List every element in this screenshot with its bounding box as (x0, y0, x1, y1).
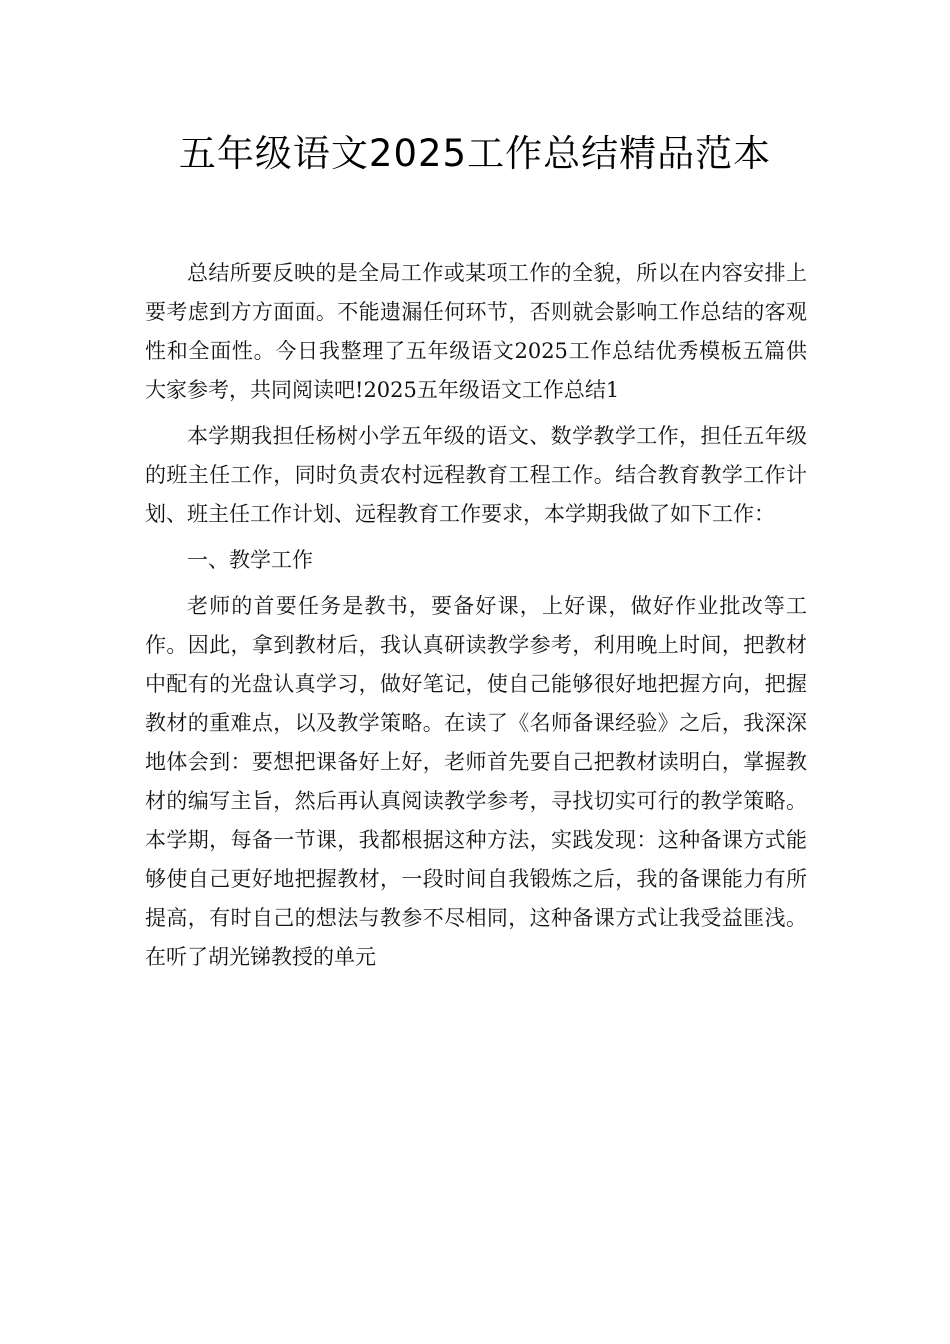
document-body (145, 254, 807, 984)
document-title: 五年级语文2025工作总结精品范本 (178, 132, 772, 175)
teaching-paragraph: 老师的首要任务是教书，要备好课，上好课，做好作业批改等工作。因此，拿到教材后，我认真研读教学参考，利用晚上时间，把教材中配有的光盘认真学习，做好笔记，使自己能够很好地把握方向，把握教材的重难点，以及教学策略。在读了《名师备课经验》之后，我深深地体会到：要想把课备好上好，老师首先要自己把教材读明白，掌握教材的编写主旨，然后再认真阅读教学参考，寻找切实可行的教学策略。本学期，每备一节课，我都根据这种方法，实践发现：这种备课方式能够使自己更好地把握教材，一段时间自我锻炼之后，我的备课能力有所提高，有时自己的想法与教参不尽相同，这种备课方式让我受益匪浅。在听了胡光锑教授的单元 (145, 594, 807, 969)
section-heading-teaching: 一、教学工作 (187, 548, 313, 572)
intro-paragraph: 总结所要反映的是全局工作或某项工作的全貌，所以在内容安排上要考虑到方方面面。不能遗漏任何环节，否则就会影响工作总结的客观性和全面性。今日我整理了五年级语文2025工作总结优秀模板五篇供大家参考，共同阅读吧!2025五年级语文工作总结1 (145, 261, 807, 402)
duties-paragraph: 本学期我担任杨树小学五年级的语文、数学教学工作，担任五年级的班主任工作，同时负责农村远程教育工程工作。结合教育教学工作计划、班主任工作计划、远程教育工作要求，本学期我做了如下工作： (145, 424, 807, 526)
